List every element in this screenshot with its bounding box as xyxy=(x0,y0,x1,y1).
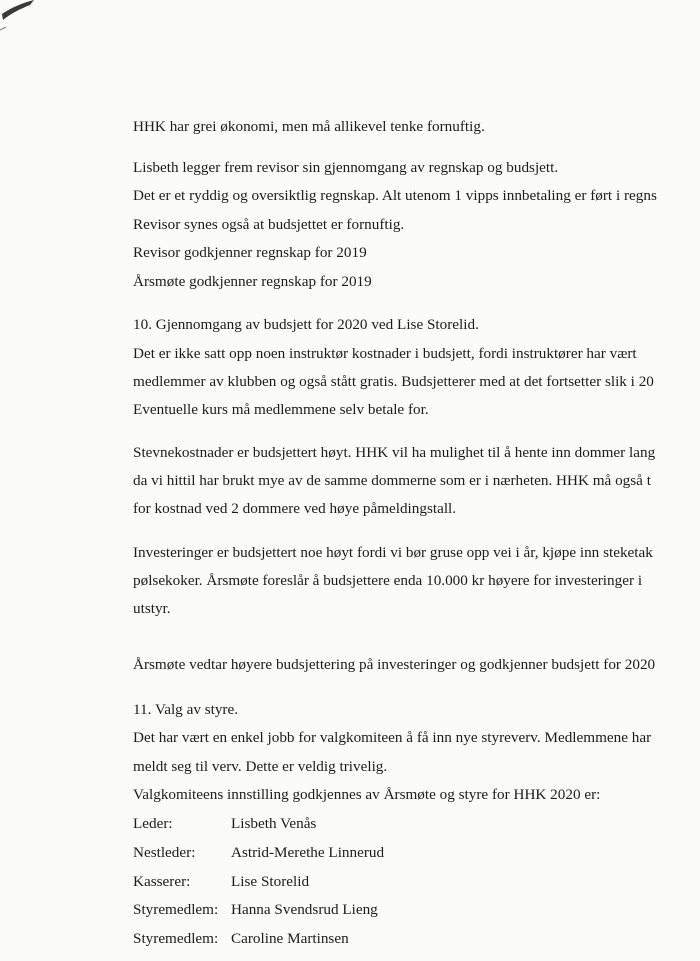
audit-line-1: Lisbeth legger frem revisor sin gjennomgang av regnskap og budsjett. xyxy=(133,159,559,176)
investments-line-1: Investeringer er budsjettert noe høyt fordi vi bør gruse opp vei i år, kjøpe inn steketak xyxy=(133,544,653,561)
event-costs-line-3: for kostnad ved 2 dommere ved høye påmeldingstall. xyxy=(133,500,457,517)
investments-line-2: pølsekoker. Årsmøte foreslår å budsjettere enda 10.000 kr høyere for investeringer i xyxy=(133,572,643,589)
pen-stroke-mark xyxy=(0,0,60,45)
section-11-line-2: meldt seg til verv. Dette er veldig trivelig. xyxy=(133,758,388,775)
board-row xyxy=(133,844,384,862)
board-row xyxy=(133,815,316,833)
section-11-line-3: Valgkomiteens innstilling godkjennes av Årsmøte og styre for HHK 2020 er: xyxy=(133,786,601,803)
section-10-line-3: Eventuelle kurs må medlemmene selv betale for. xyxy=(133,401,429,418)
board-row xyxy=(133,901,378,919)
paragraph-economy: HHK har grei økonomi, men må allikevel tenke fornuftig. xyxy=(133,118,485,135)
board-row xyxy=(133,930,349,948)
section-10-heading: 10. Gjennomgang av budsjett for 2020 ved Lise Storelid. xyxy=(133,316,479,333)
board-member-name: Astrid-Merethe Linnerud xyxy=(231,844,385,861)
board-row xyxy=(133,873,309,891)
board-member-name: Lisbeth Venås xyxy=(231,815,317,832)
board-role: Nestleder: xyxy=(133,844,196,861)
section-11-line-1: Det har vært en enkel jobb for valgkomiteen å få inn nye styreverv. Medlemmene har xyxy=(133,729,652,746)
audit-line-3: Revisor synes også at budsjettet er fornuftig. xyxy=(133,216,405,233)
board-role: Styremedlem: xyxy=(133,930,219,947)
audit-line-4: Revisor godkjenner regnskap for 2019 xyxy=(133,244,367,261)
section-11-heading: 11. Valg av styre. xyxy=(133,701,239,718)
budget-decision: Årsmøte vedtar høyere budsjettering på investeringer og godkjenner budsjett for 2020 xyxy=(133,656,656,673)
event-costs-line-1: Stevnekostnader er budsjettert høyt. HHK vil ha mulighet til å hente inn dommer lang xyxy=(133,444,656,461)
audit-line-5: Årsmøte godkjenner regnskap for 2019 xyxy=(133,273,372,290)
board-member-name: Hanna Svendsrud Lieng xyxy=(231,901,378,918)
investments-line-3: utstyr. xyxy=(133,600,171,617)
section-10-line-2: medlemmer av klubben og også stått gratis. Budsjetterer med at det fortsetter slik i 20 xyxy=(133,373,654,390)
board-member-name: Lise Storelid xyxy=(231,873,310,890)
board-role: Kasserer: xyxy=(133,873,191,890)
audit-line-2: Det er et ryddig og oversiktlig regnskap. Alt utenom 1 vipps innbetaling er ført i regns xyxy=(133,187,657,204)
board-member-name: Caroline Martinsen xyxy=(231,930,349,947)
event-costs-line-2: da vi hittil har brukt mye av de samme dommerne som er i nærheten. HHK må også t xyxy=(133,472,651,489)
section-10-line-1: Det er ikke satt opp noen instruktør kostnader i budsjett, fordi instruktører har vært xyxy=(133,345,637,362)
board-role: Leder: xyxy=(133,815,173,832)
board-role: Styremedlem: xyxy=(133,901,219,918)
